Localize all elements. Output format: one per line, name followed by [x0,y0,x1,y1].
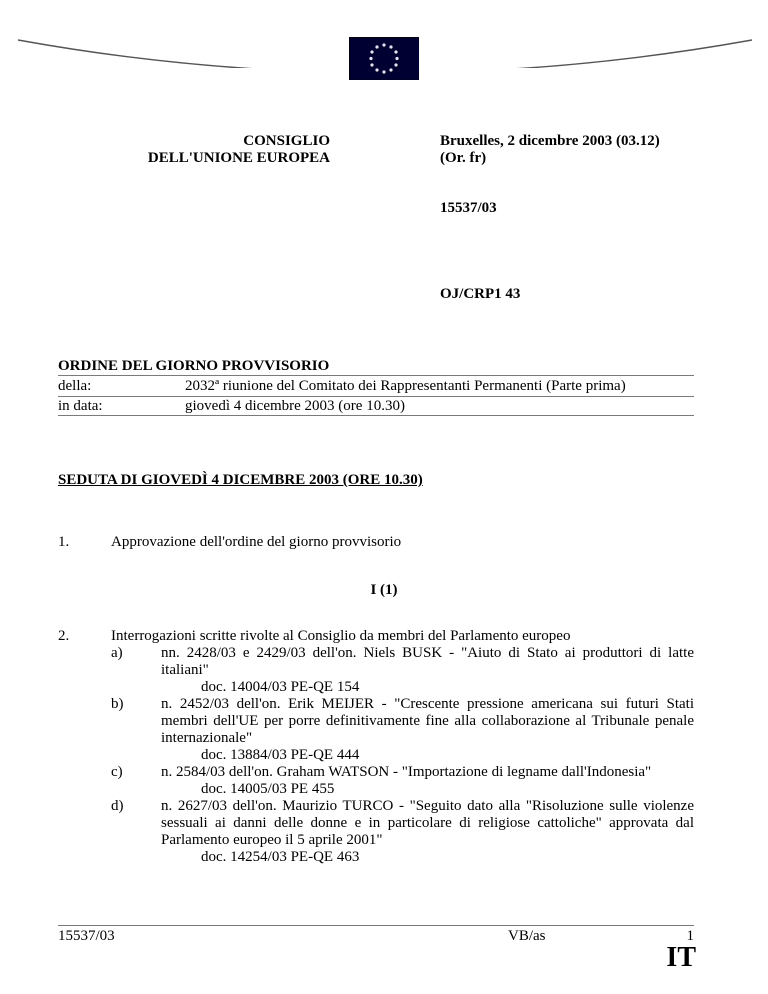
agenda-title-rule [58,375,694,376]
subitem-text: nn. 2428/03 e 2429/03 dell'on. Niels BUSK - "Aiuto di Stato ai produttori di latte italiani" [161,645,694,678]
document-number: 15537/03 [440,200,497,216]
item-number: 2. [58,628,70,644]
council-name [130,133,330,167]
footer-initials: VB/as [508,928,546,944]
agenda-row-label: in data: [58,398,103,414]
place-date: Bruxelles, 2 dicembre 2003 (03.12) [440,133,660,149]
subitem-text: n. 2627/03 dell'on. Maurizio TURCO - "Seguito dato alla "Risoluzione sulle violenze sessuali ai danni delle donne e in particolare di religiose cattoliche" approvata dal Parlamento europeo il 5 aprile 2001" [161,798,694,848]
subitem-letter: c) [111,764,123,780]
footer-doc-number: 15537/03 [58,928,115,944]
subitem-letter: b) [111,696,124,712]
subitem-text: n. 2452/03 dell'on. Erik MEIJER - "Crescente pressione americana sui futuri Stati membri dell'UE per porre definitivamente fine alla collaborazione al Tribunale penale internazionale" [161,696,694,746]
subitem-doc: doc. 14005/03 PE 455 [201,781,335,797]
item-text: Approvazione dell'ordine del giorno provvisorio [111,534,402,550]
eu-flag-logo [349,37,419,80]
footer-rule [58,925,694,926]
subitem-letter: a) [111,645,123,661]
agenda-bottom-rule [58,415,694,416]
item-number: 1. [58,534,70,550]
document-reference: OJ/CRP1 43 [440,286,521,302]
agenda-title: ORDINE DEL GIORNO PROVVISORIO [58,358,330,374]
subitem-doc: doc. 14254/03 PE-QE 463 [201,849,360,865]
agenda-row-value: 2032ª riunione del Comitato dei Rappresentanti Permanenti (Parte prima) [185,378,626,394]
session-heading: SEDUTA DI GIOVEDÌ 4 DICEMBRE 2003 (ORE 10.30) [58,472,423,488]
council-name-line1: CONSIGLIO [243,133,330,149]
footer-language-code: IT [666,942,696,973]
agenda-row-rule [58,396,694,397]
original-language: (Or. fr) [440,150,487,166]
subitem-doc: doc. 14004/03 PE-QE 154 [201,679,360,695]
subitem-doc: doc. 13884/03 PE-QE 444 [201,747,360,763]
agenda-row-label: della: [58,378,92,394]
council-name-line2: DELL'UNIONE EUROPEA [147,150,330,166]
footer-page-number: 1 [686,928,694,944]
subitem-text: n. 2584/03 dell'on. Graham WATSON - "Importazione di legname dall'Indonesia" [161,764,652,780]
agenda-row-value: giovedì 4 dicembre 2003 (ore 10.30) [185,398,405,414]
item-text: Interrogazioni scritte rivolte al Consiglio da membri del Parlamento europeo [111,628,571,644]
section-heading: I (1) [370,582,398,598]
subitem-letter: d) [111,798,124,814]
